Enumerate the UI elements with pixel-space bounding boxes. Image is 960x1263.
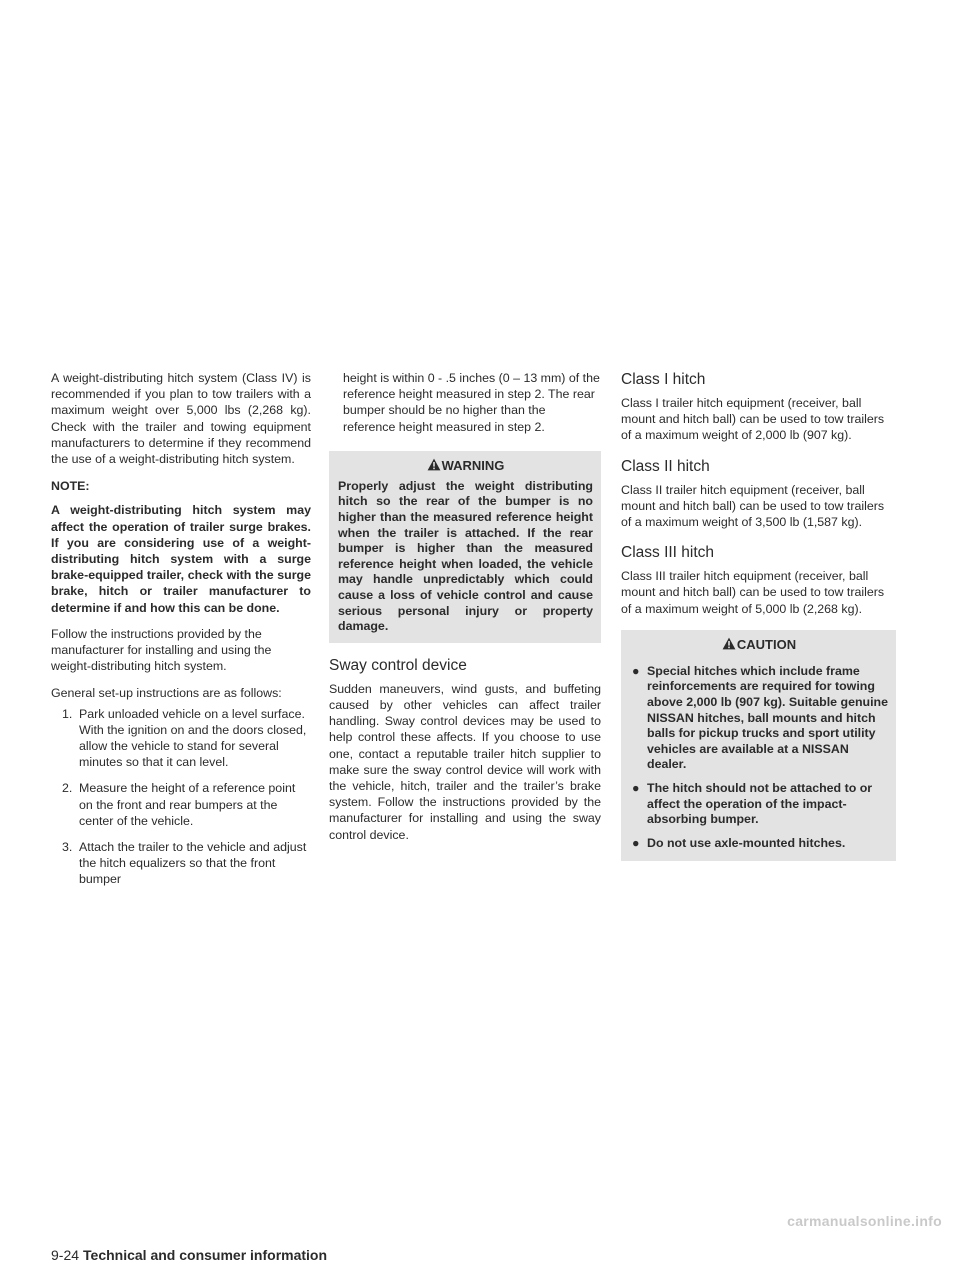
step-number: 1. [62,706,73,721]
sway-control-paragraph: Sudden maneuvers, wind gusts, and buffeting caused by other vehicles can affect trailer handling. Sway control devices may be used to help control these affects. If you choose to use one, contact a reputable trailer hitch supplier to make sure the sway control device will work with the vehicle, hitch, trailer and the trailer’s brake system. Follow the instructions provided by the manufacturer for installing and using the sway control device. [329,681,601,842]
bullet-icon: ● [632,780,640,795]
warning-box [329,451,601,643]
caution-triangle-icon [722,637,736,650]
list-item [51,780,311,829]
note-label: NOTE: [51,479,90,494]
watermark-text: carmanualsonline.info [787,1213,942,1229]
section-title: Technical and consumer information [83,1247,328,1263]
intro-paragraph: A weight-distributing hitch system (Class IV) is recommended if you plan to tow trailers with a maximum weight over 5,000 lbs (2,268 kg). Check with the trailer and towing equipment manufacturers to determine if they recommend the use of a weight-distributing hitch system. [51,371,311,467]
class-1-paragraph: Class I trailer hitch equipment (receiver, ball mount and hitch ball) can be used to tow trailers of a maximum weight of 2,000 lb (907 kg). [621,396,885,443]
caution-title: CAUTION [736,636,797,652]
list-item [51,839,311,888]
warning-text: Properly adjust the weight distributing hitch so the rear of the bumper is no higher than the measured reference height when the trailer is attached. If the rear bumper is higher than the measured reference height when loaded, the vehicle may handle unpredictably which could cause a loss of vehicle control and cause serious personal injury or property damage. [338,478,593,634]
caution-item-text: Do not use axle-mounted hitches. [647,835,846,850]
middle-column [329,370,601,843]
caution-header [630,636,888,654]
page-number: 9-24 [51,1247,80,1263]
page-footer [51,1247,327,1263]
caution-box [621,630,896,862]
caution-item-text: The hitch should not be attached to or affect the operation of the impact-absorbing bumper. [647,780,873,827]
left-column [51,370,328,1263]
sway-control-heading: Sway control device [329,656,467,674]
step-text: Attach the trailer to the vehicle and adjust the hitch equalizers so that the front bumper [79,840,307,887]
warning-triangle-icon [427,458,441,471]
warning-title: WARNING [441,457,505,473]
list-item [630,781,888,828]
bullet-icon: ● [632,835,640,850]
step-number: 2. [62,781,73,796]
step-text: Park unloaded vehicle on a level surface. With the ignition on and the doors closed, allow the vehicle to stand for several minutes so that it can level. [79,706,307,770]
step-number: 3. [62,840,73,855]
list-item [51,706,311,771]
class-1-heading: Class I hitch [621,371,706,388]
class-3-paragraph: Class III trailer hitch equipment (receiver, ball mount and hitch ball) can be used to tow trailers of a maximum weight of 5,000 lb (2,268 kg). [621,569,885,616]
class-2-heading: Class II hitch [621,457,710,475]
step-text: Measure the height of a reference point on the front and rear bumpers at the center of the vehicle. [79,781,296,828]
class-2-paragraph: Class II trailer hitch equipment (receiver, ball mount and hitch ball) can be used to tow trailers of a maximum weight of 3,500 lb (1,587 kg). [621,482,885,530]
general-setup-paragraph: General set-up instructions are as follows: [51,686,282,701]
warning-header [338,457,593,475]
class-3-heading: Class III hitch [621,544,715,562]
bullet-icon: ● [632,663,640,678]
list-item [630,664,888,773]
setup-steps-list [51,706,311,888]
list-item [630,836,888,852]
caution-item-text: Special hitches which include frame reinforcements are required for towing above 2,000 lb (907 kg). Suitable genuine NISSAN hitches, ball mounts and hitch balls for pickup trucks and sport utility vehicles are available at a NISSAN dealer. [647,663,889,772]
note-body: A weight-distributing hitch system may affect the operation of trailer surge brakes. If you are considering use of a weight-distributing hitch system with a surge brake-equipped trailer, check with the surge brake, hitch or trailer manufacturer to determine if and how this can be done. [51,503,311,615]
right-column [621,370,896,861]
follow-instructions-paragraph: Follow the instructions provided by the manufacturer for installing and using the weight-distributing hitch system. [51,626,272,674]
step-continuation-paragraph: height is within 0 - .5 inches (0 – 13 mm) of the reference height measured in step 2. The rear bumper should be no higher than the reference height measured in step 2. [343,371,600,434]
